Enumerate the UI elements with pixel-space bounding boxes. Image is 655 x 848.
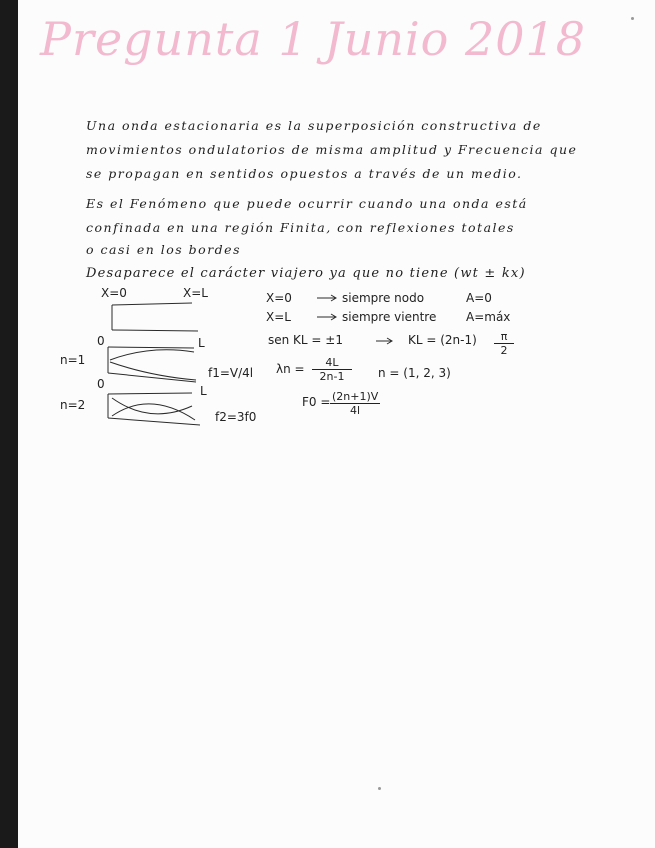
paragraph1-line1: Una onda estacionaria es la superposición constructiva de [86,118,542,133]
eq3-frac-den: 2 [500,344,508,357]
x0-label: X=0 [101,286,127,300]
arrow-2 [317,314,336,320]
xL-label: X=L [183,286,208,300]
lambda-fraction [312,356,352,383]
zero-label-1: 0 [97,334,105,348]
paragraph1-line2: movimientos ondulatorios de misma amplitud y Frecuencia que [86,142,578,157]
n2-wave-b [112,404,195,420]
box-top [112,303,192,305]
paragraph2-line1: Es el Fenómeno que puede ocurrir cuando una onda está [86,196,528,211]
n1-label: n=1 [60,353,86,367]
paragraph2-line2: confinada en una región Finita, con reflexiones totales [86,220,515,235]
n-values: n = (1, 2, 3) [378,366,451,380]
n1-box-top [108,347,194,348]
paragraph2-line3: o casi en los bordes [86,242,241,257]
eq3-fraction [494,330,514,357]
eq2-right: A=máx [466,310,511,324]
eq1-right: A=0 [466,291,492,305]
f2-label: f2=3f0 [215,410,257,424]
scan-speck [631,17,634,20]
lambda-den: 2n-1 [319,370,345,383]
n1-box-bottom [108,373,196,382]
n2-label: n=2 [60,398,86,412]
page-title: Pregunta 1 Junio 2018 [40,12,587,66]
eq2-left: X=L [266,310,291,324]
n2-box-bottom [108,418,200,425]
scan-speck [378,787,381,790]
box-bottom [112,330,198,331]
eq1-left: X=0 [266,291,292,305]
eq2-mid: siempre vientre [342,310,437,324]
f0-num: (2n+1)V [332,390,379,403]
lambda-num: 4L [312,356,352,370]
f0-den: 4l [349,404,361,417]
n2-box-top [108,393,192,394]
arrow-1 [317,295,336,301]
paragraph3-line: Desaparece el carácter viajero ya que no tiene (wt ± kx) [86,266,526,281]
f0-fraction [330,390,380,417]
L-label-2: L [200,384,207,398]
f1-label: f1=V/4l [208,366,254,380]
lambda-label: λn = [276,362,305,376]
f0-label: F0 = [302,395,331,409]
n1-wave-upper [110,350,194,360]
paragraph1-line3: se propagan en sentidos opuestos a través de un medio. [86,166,523,181]
zero-label-2: 0 [97,377,105,391]
eq3-right: KL = (2n-1) [408,333,477,347]
arrow-3 [376,338,392,344]
eq3-left: sen KL = ±1 [268,333,343,347]
eq1-mid: siempre nodo [342,291,425,305]
eq3-frac-num: π [494,330,514,344]
L-label-1: L [198,336,205,350]
